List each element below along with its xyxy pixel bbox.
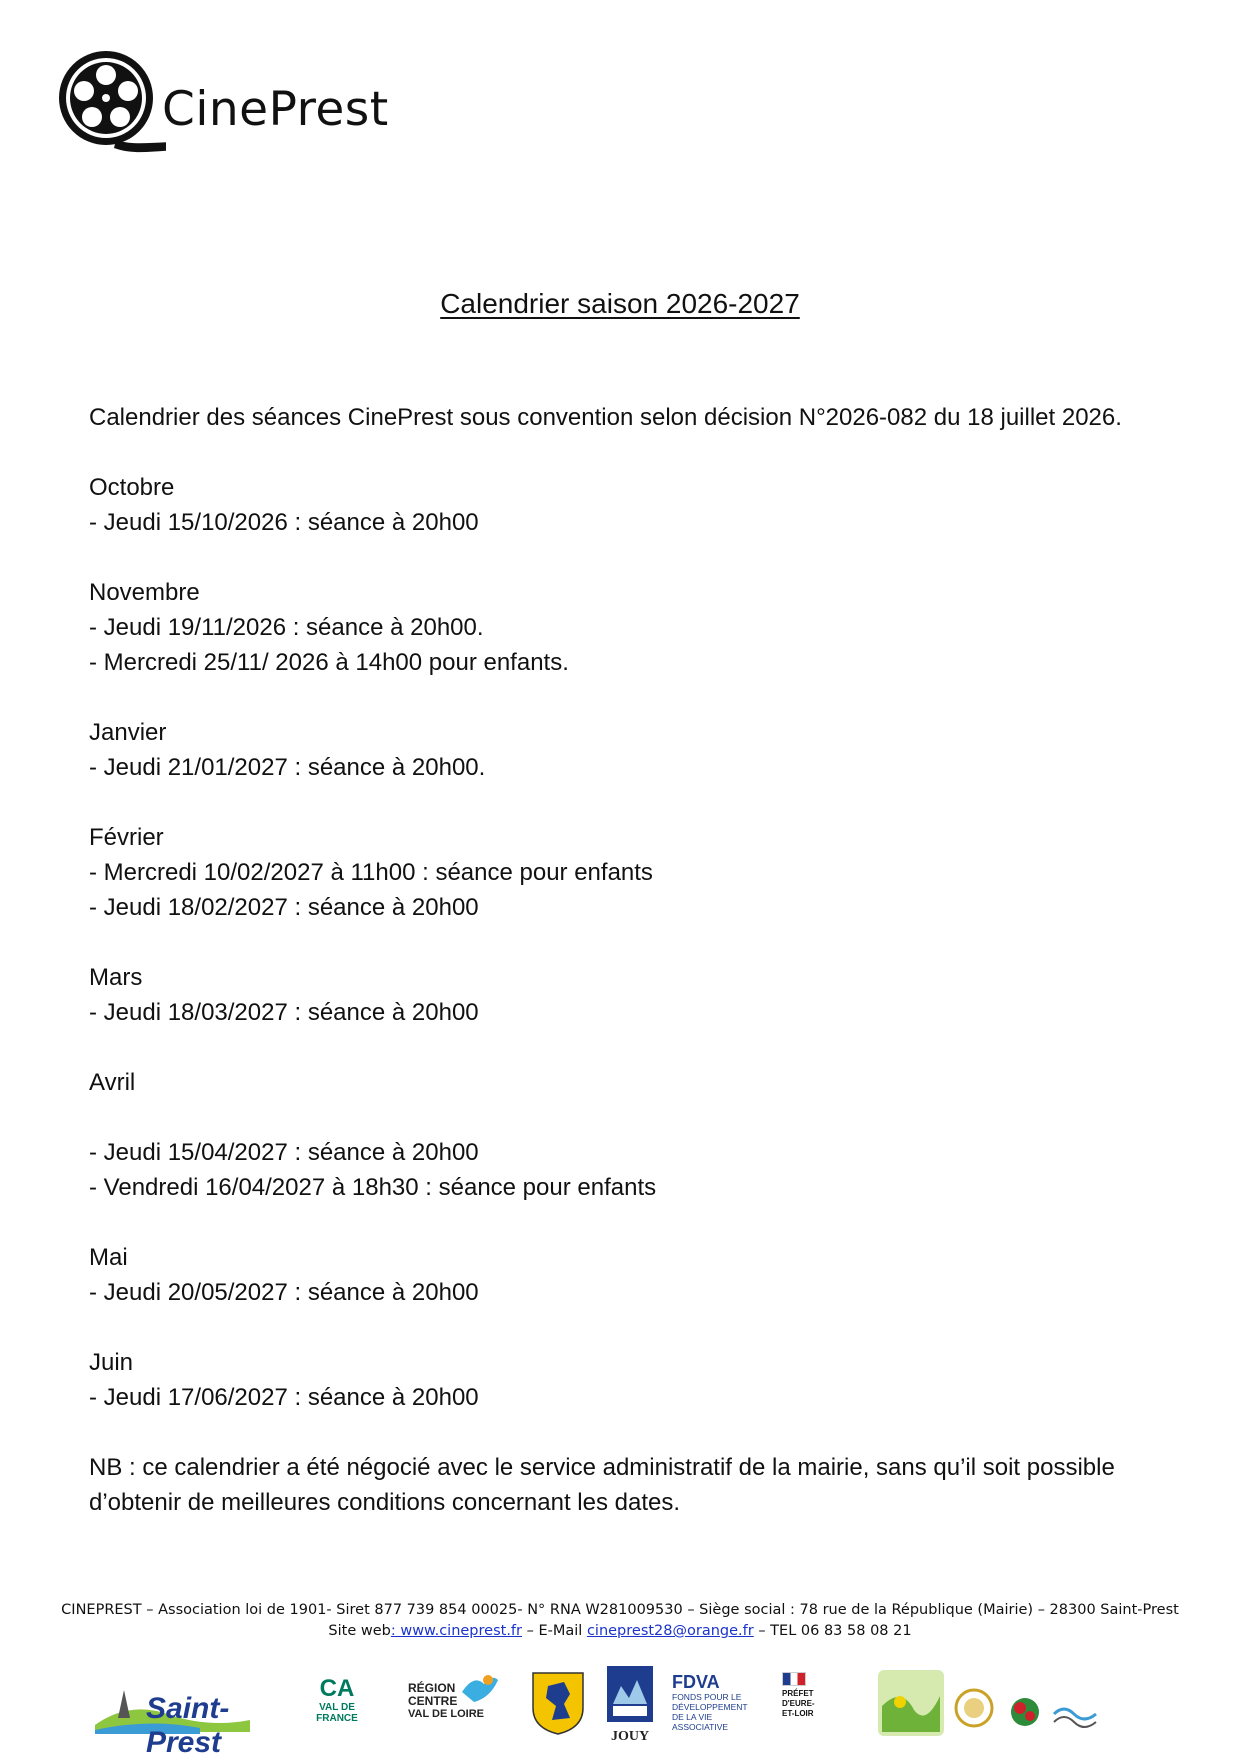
session-entry: - Jeudi 19/11/2026 : séance à 20h00. xyxy=(89,614,484,641)
partner-logos xyxy=(90,1660,1150,1759)
small-partner-logo xyxy=(1052,1694,1098,1734)
email-label: – E-Mail xyxy=(522,1623,587,1639)
month-heading: Janvier xyxy=(89,719,167,746)
intro-paragraph: Calendrier des séances CinePrest sous convention selon décision N°2026-082 du 18 juillet 2026. xyxy=(89,404,1122,431)
flower-icon xyxy=(1002,1682,1048,1738)
month-june xyxy=(89,1345,1149,1415)
phone-text: – TEL 06 83 58 08 21 xyxy=(753,1623,912,1639)
jouy-text: JOUY xyxy=(610,1729,650,1744)
region-centre-logo xyxy=(408,1682,500,1732)
prefet-text: PRÉFET D'EURE-ET-LOIR xyxy=(782,1689,815,1718)
wave-icon xyxy=(1052,1694,1098,1734)
month-heading: Mars xyxy=(89,964,143,991)
green-partner-logo xyxy=(876,1666,946,1740)
session-entry: - Jeudi 15/04/2027 : séance à 20h00 xyxy=(89,1139,479,1166)
email-link[interactable]: cineprest28@orange.fr xyxy=(586,1623,754,1639)
badge-partner-logo xyxy=(950,1678,998,1738)
credit-agricole-logo xyxy=(312,1676,362,1736)
session-entry: - Jeudi 18/02/2027 : séance à 20h00 xyxy=(89,894,479,921)
saint-prest-text: Saint-Prest xyxy=(146,1692,230,1759)
session-entry: - Jeudi 15/10/2026 : séance à 20h00 xyxy=(89,509,479,536)
floral-partner-logo xyxy=(1002,1682,1048,1738)
jouy-logo xyxy=(605,1664,655,1746)
footer xyxy=(0,1600,1240,1642)
prefet-logo xyxy=(782,1672,832,1742)
calendar-content xyxy=(89,400,1149,1520)
month-heading: Avril xyxy=(89,1069,136,1096)
site-label: Site web xyxy=(328,1623,391,1639)
region-swoosh-icon xyxy=(460,1672,500,1706)
cineprest-logo xyxy=(56,48,396,163)
region-line-1: RÉGION xyxy=(408,1681,456,1695)
session-entry: - Jeudi 17/06/2027 : séance à 20h00 xyxy=(89,1384,479,1411)
month-heading: Février xyxy=(89,824,164,851)
prefet-flag xyxy=(782,1672,806,1686)
month-heading: Novembre xyxy=(89,579,200,606)
region-line-3: VAL DE LOIRE xyxy=(408,1708,484,1720)
footer-contact xyxy=(0,1621,1240,1642)
month-heading: Mai xyxy=(89,1244,128,1271)
film-reel-icon xyxy=(56,48,166,160)
session-entry: - Mercredi 25/11/ 2026 à 14h00 pour enfants. xyxy=(89,649,569,676)
month-october xyxy=(89,470,1149,540)
session-entry: - Vendredi 16/04/2027 à 18h30 : séance pour enfants xyxy=(89,1174,657,1201)
session-entry: - Jeudi 18/03/2027 : séance à 20h00 xyxy=(89,999,479,1026)
session-entry: - Jeudi 21/01/2027 : séance à 20h00. xyxy=(89,754,486,781)
round-badge-icon xyxy=(950,1678,998,1738)
month-april xyxy=(89,1065,1149,1205)
footer-association-info: CINEPREST – Association loi de 1901- Siret 877 739 854 00025- N° RNA W281009530 – Siège social : 78 rue de la République (Mairie) – 28300 Saint-Prest xyxy=(61,1602,1179,1618)
fdva-title: FDVA xyxy=(672,1672,720,1692)
coat-of-arms-logo xyxy=(530,1670,586,1736)
ca-text: VAL DE FRANCE xyxy=(316,1702,358,1724)
session-entry: - Jeudi 20/05/2027 : séance à 20h00 xyxy=(89,1279,479,1306)
fdva-text: FONDS POUR LE DÉVELOPPEMENT DE LA VIE ASSOCIATIVE xyxy=(672,1692,748,1732)
month-heading: Octobre xyxy=(89,474,175,501)
month-november xyxy=(89,575,1149,680)
lion-shield-icon xyxy=(530,1670,586,1736)
green-landscape-icon xyxy=(876,1666,946,1740)
region-line-2: CENTRE xyxy=(408,1694,458,1708)
month-heading: Juin xyxy=(89,1349,134,1376)
website-link[interactable]: : www.cineprest.fr xyxy=(390,1623,522,1639)
page-title: Calendrier saison 2026-2027 xyxy=(440,288,800,319)
saint-prest-logo xyxy=(90,1670,290,1759)
month-march xyxy=(89,960,1149,1030)
month-february xyxy=(89,820,1149,925)
month-january xyxy=(89,715,1149,785)
jouy-emblem-icon xyxy=(605,1664,655,1724)
ca-mark: CA xyxy=(319,1675,355,1702)
month-may xyxy=(89,1240,1149,1310)
note-paragraph: NB : ce calendrier a été négocié avec le service administratif de la mairie, sans qu’il soit possible d’obtenir de meilleures conditions concernant les dates. xyxy=(89,1454,1115,1516)
fdva-logo xyxy=(672,1672,762,1742)
session-entry: - Mercredi 10/02/2027 à 11h00 : séance pour enfants xyxy=(89,859,653,886)
logo-wordmark: CinePrest xyxy=(162,82,389,137)
